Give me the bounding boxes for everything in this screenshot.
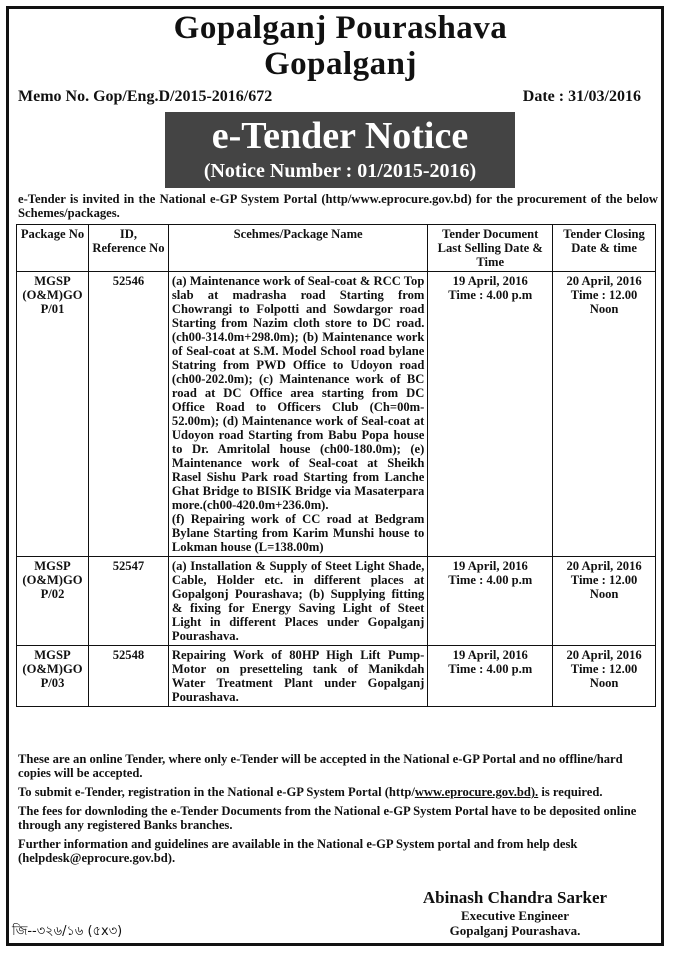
header-package: Package No (17, 225, 89, 272)
closing-time: Time : 12.00 Noon (570, 288, 638, 316)
doc-date: 19 April, 2016 (452, 559, 528, 573)
doc-cell (428, 272, 553, 557)
header-closing: Tender Closing Date & time (553, 225, 656, 272)
note-helpdesk: Further information and guidelines are available in the National e-GP System portal and from help desk (helpdesk@eprocure.gov.bd). (18, 837, 578, 865)
org-location: Gopalganj (263, 46, 418, 82)
notes-section (18, 752, 654, 870)
signatory-name: Abinash Chandra Sarker (422, 888, 608, 907)
scheme-cell (168, 272, 427, 557)
eprocure-link[interactable]: www.eprocure.gov.bd). (414, 785, 539, 799)
notice-number: (Notice Number : 01/2015-2016) (203, 160, 477, 182)
table-row (17, 646, 656, 707)
header-scheme: Scehmes/Package Name (168, 225, 427, 272)
doc-cell (428, 646, 553, 707)
intro-text: e-Tender is invited in the National e-GP System Portal (http/www.eprocure.gov.bd) for the procurement of the below Schemes/packages. (18, 192, 658, 220)
closing-date: 20 April, 2016 (566, 648, 642, 662)
scheme-cell: (a) Installation & Supply of Steet Light Shade, Cable, Holder etc. in different places at Gopalgonj Pourashava; (b) Supplying fitting & fixing for Energy Saving Light of Steet Light in different Places under Gopalganj Pourashava. (168, 557, 427, 646)
closing-time: Time : 12.00 Noon (570, 573, 638, 601)
note-online-only: These are an online Tender, where only e-Tender will be accepted in the National e-GP Portal and no offline/hard copies will be accepted. (18, 752, 623, 780)
note-registration-tail: is required. (538, 785, 603, 799)
closing-cell (553, 646, 656, 707)
notice-banner (165, 112, 515, 188)
doc-date: 19 April, 2016 (452, 648, 528, 662)
header-id: ID, Reference No (88, 225, 168, 272)
note-registration-text: To submit e-Tender, registration in the National e-GP System Portal (http/ (18, 785, 415, 799)
note-registration (18, 785, 654, 799)
signatory-title: Executive Engineer (461, 908, 569, 923)
doc-cell (428, 557, 553, 646)
header-doc: Tender Document Last Selling Date & Time (428, 225, 553, 272)
table-row (17, 272, 656, 557)
note-fees: The fees for downloding the e-Tender Documents from the National e-GP System Portal have to be deposited online through any registered Banks branches. (18, 804, 637, 832)
tender-table (16, 224, 656, 707)
signatory-office: Gopalganj Pourashava. (449, 923, 581, 938)
org-name: Gopalganj Pourashava (173, 10, 508, 46)
scheme-text: (a) Maintenance work of Seal-coat & RCC Top slab at madrasha road Starting from Chowrangi to Folpotti and Sowdargor road Starting from Nazim cloth store to DC road. (ch00-314.0m+298.0m); (b) Maintenance work of Seal-coat at S.M. Model School road bylane Statring from PWD Office to Udoyon road (ch00-202.0m); (c) Maintenance work of BC road at DC Office area starting from DC Office Road to Officers Club (Ch=00m-52.00m); (d) Maintenance work of Seal-coat at Udoyon road Starting from Babu Popa house to Dr. Amritolal house (ch00-180.0m); (e) Maintenance work of Seal-coat at Sheikh Rasel Sishu Park road Starting from Lanche Ghat Bridge to BISIK Bridge via Masaterpara more.(ch00-420.0m+236.0m). (171, 274, 425, 512)
table-header-row (17, 225, 656, 272)
closing-cell (553, 272, 656, 557)
closing-date: 20 April, 2016 (566, 274, 642, 288)
doc-time: Time : 4.00 p.m (448, 288, 533, 302)
table-row (17, 557, 656, 646)
scheme-cell: Repairing Work of 80HP High Lift Pump-Motor on presetteling tank of Manikdah Water Treatment Plant under Gopalganj Pourashava. (168, 646, 427, 707)
id-cell: 52548 (88, 646, 168, 707)
closing-date: 20 April, 2016 (566, 559, 642, 573)
doc-time: Time : 4.00 p.m (448, 573, 533, 587)
closing-cell (553, 557, 656, 646)
memo-number: Memo No. Gop/Eng.D/2015-2016/672 (18, 88, 273, 105)
package-cell: MGSP (O&M)GO P/03 (17, 646, 89, 707)
signature-block (400, 888, 630, 938)
doc-time: Time : 4.00 p.m (448, 662, 533, 676)
doc-date: 19 April, 2016 (452, 274, 528, 288)
notice-date: Date : 31/03/2016 (522, 88, 641, 105)
id-cell: 52546 (88, 272, 168, 557)
package-cell: MGSP (O&M)GO P/02 (17, 557, 89, 646)
scheme-extra-text: (f) Repairing work of CC road at Bedgram Bylane Starting from Karim Munshi house to Lokman house (L=138.00m) (171, 512, 425, 554)
package-cell: MGSP (O&M)GO P/01 (17, 272, 89, 557)
id-cell: 52547 (88, 557, 168, 646)
notice-title: e-Tender Notice (211, 115, 469, 157)
closing-time: Time : 12.00 Noon (570, 662, 638, 690)
footer-reference-code: জি--৩২৬/১৬ (৫x৩) (12, 924, 123, 939)
